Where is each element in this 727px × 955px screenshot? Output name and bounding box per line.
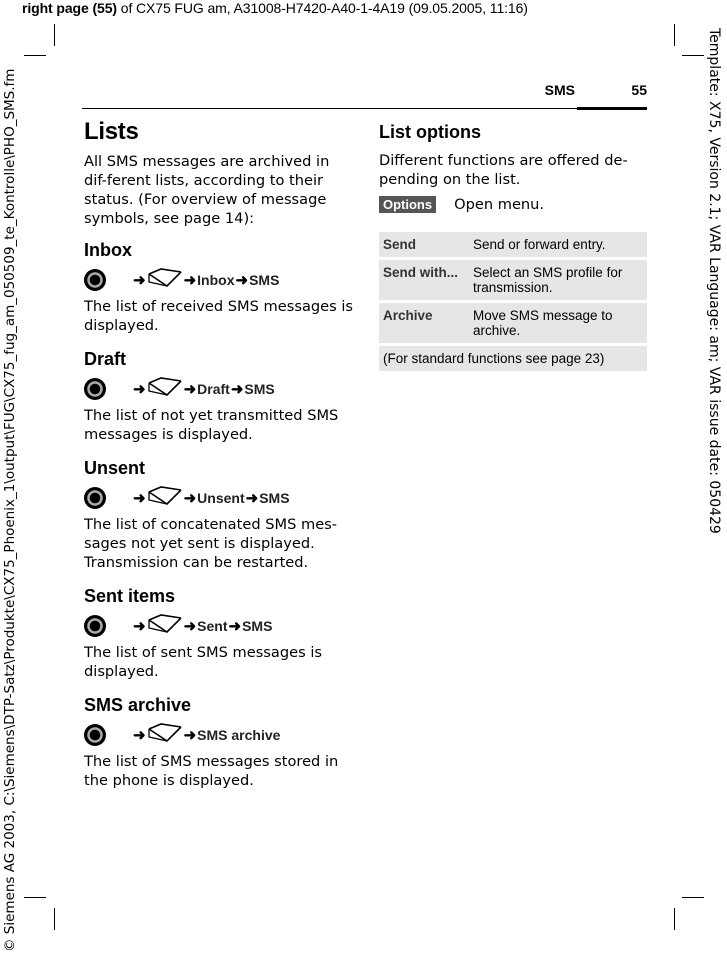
joystick-icon — [84, 487, 106, 509]
section-sent-items — [84, 586, 354, 681]
crop-mark — [24, 55, 46, 56]
arrow-icon: ➜ — [183, 727, 197, 744]
running-head-title: SMS — [544, 82, 575, 98]
option-row — [379, 303, 647, 343]
option-row — [379, 232, 647, 257]
print-header — [22, 0, 528, 16]
joystick-icon — [84, 269, 106, 291]
options-table — [379, 229, 647, 374]
section-draft — [84, 349, 354, 444]
option-value: Move SMS message to archive. — [469, 303, 647, 343]
right-column — [379, 122, 647, 374]
section-title: SMS archive — [84, 695, 192, 715]
template-info-margin — [705, 28, 721, 928]
envelope-icon — [147, 268, 183, 293]
print-header-page: right page (55) — [22, 0, 117, 16]
section-title: Draft — [84, 349, 127, 369]
joystick-icon — [84, 724, 106, 746]
section-sms-archive — [84, 695, 354, 790]
arrow-icon: ➜ — [228, 618, 242, 635]
section-title: Inbox — [84, 240, 132, 260]
arrow-icon: ➜ — [133, 618, 146, 635]
arrow-icon: ➜ — [133, 381, 146, 398]
options-description: Open menu. — [454, 196, 545, 213]
sections-container — [84, 240, 354, 790]
envelope-icon — [147, 614, 183, 639]
page-number: 55 — [631, 82, 647, 98]
arrow-icon: ➜ — [133, 727, 146, 744]
crop-mark — [674, 908, 675, 930]
crop-mark — [674, 24, 675, 46]
option-key: Archive — [379, 303, 469, 343]
section-unsent — [84, 458, 354, 572]
template-info-text: Template: X75, Version 2.1; VAR Language: am; VAR issue date: 050429 — [706, 28, 722, 534]
crop-mark — [54, 908, 55, 930]
menu-item: SMS — [249, 272, 280, 288]
left-column — [84, 118, 354, 790]
section-inbox — [84, 240, 354, 335]
list-options-intro: Different functions are offered de-pending on the list. — [379, 152, 628, 188]
envelope-icon — [147, 377, 183, 402]
arrow-icon: ➜ — [183, 272, 197, 289]
menu-item: SMS archive — [197, 727, 281, 743]
arrow-icon: ➜ — [235, 272, 249, 289]
section-title: Sent items — [84, 586, 176, 606]
menu-item: Unsent — [197, 490, 245, 506]
menu-path — [84, 611, 354, 641]
section-text: The list of received SMS messages is displayed. — [84, 298, 354, 334]
arrow-icon: ➜ — [183, 618, 197, 635]
section-text: The list of not yet transmitted SMS messages is displayed. — [84, 407, 339, 443]
running-head-rule — [577, 107, 647, 110]
options-footer: (For standard functions see page 23) — [379, 346, 647, 371]
menu-path — [84, 720, 354, 750]
lists-intro: All SMS messages are archived in dif-ferent lists, according to their status. (For overview of message symbols, see page 14): — [84, 153, 330, 227]
options-row — [379, 196, 647, 213]
menu-path — [84, 374, 354, 404]
arrow-icon: ➜ — [183, 381, 197, 398]
menu-item: Inbox — [197, 272, 235, 288]
menu-item: Draft — [197, 381, 230, 397]
option-value: Select an SMS profile for transmission. — [469, 260, 647, 300]
arrow-icon: ➜ — [133, 272, 146, 289]
section-text: The list of concatenated SMS mes-sages not yet sent is displayed. Transmission can be restarted. — [84, 516, 338, 571]
section-title: Unsent — [84, 458, 146, 478]
arrow-icon: ➜ — [133, 490, 146, 507]
arrow-icon: ➜ — [245, 490, 259, 507]
crop-mark — [24, 897, 46, 898]
option-row — [379, 260, 647, 300]
crop-mark — [54, 24, 55, 46]
arrow-icon: ➜ — [230, 381, 244, 398]
copyright-margin — [2, 0, 18, 955]
menu-item: SMS — [244, 381, 275, 397]
section-text: The list of SMS messages stored in the phone is displayed. — [84, 753, 339, 789]
option-key: Send with... — [379, 260, 469, 300]
menu-item: SMS — [259, 490, 290, 506]
menu-path — [84, 265, 354, 295]
envelope-icon — [147, 486, 183, 511]
crop-mark — [682, 897, 704, 898]
joystick-icon — [84, 378, 106, 400]
crop-mark — [682, 55, 704, 56]
option-key: Send — [379, 232, 469, 257]
joystick-icon — [84, 615, 106, 637]
print-header-info: of CX75 FUG am, A31008-H7420-A40-1-4A19 (09.05.2005, 11:16) — [116, 0, 528, 16]
envelope-icon — [147, 723, 183, 748]
list-options-heading: List options — [379, 122, 481, 142]
option-value: Send or forward entry. — [469, 232, 647, 257]
menu-item: Sent — [197, 618, 228, 634]
menu-path — [84, 483, 354, 513]
menu-item: SMS — [242, 618, 273, 634]
arrow-icon: ➜ — [183, 490, 197, 507]
running-head — [82, 80, 647, 109]
section-text: The list of sent SMS messages is displayed. — [84, 644, 322, 680]
options-softkey[interactable]: Options — [379, 196, 436, 213]
copyright-text: © Siemens AG 2003, C:\Siemens\DTP-Satz\Produkte\CX75_Phoenix_1\output\FUG\CX75_fug_am_050509_te_Kontrolle\PHO_SMS.fm — [2, 68, 18, 952]
lists-heading: Lists — [84, 118, 139, 145]
options-footer-row — [379, 346, 647, 371]
